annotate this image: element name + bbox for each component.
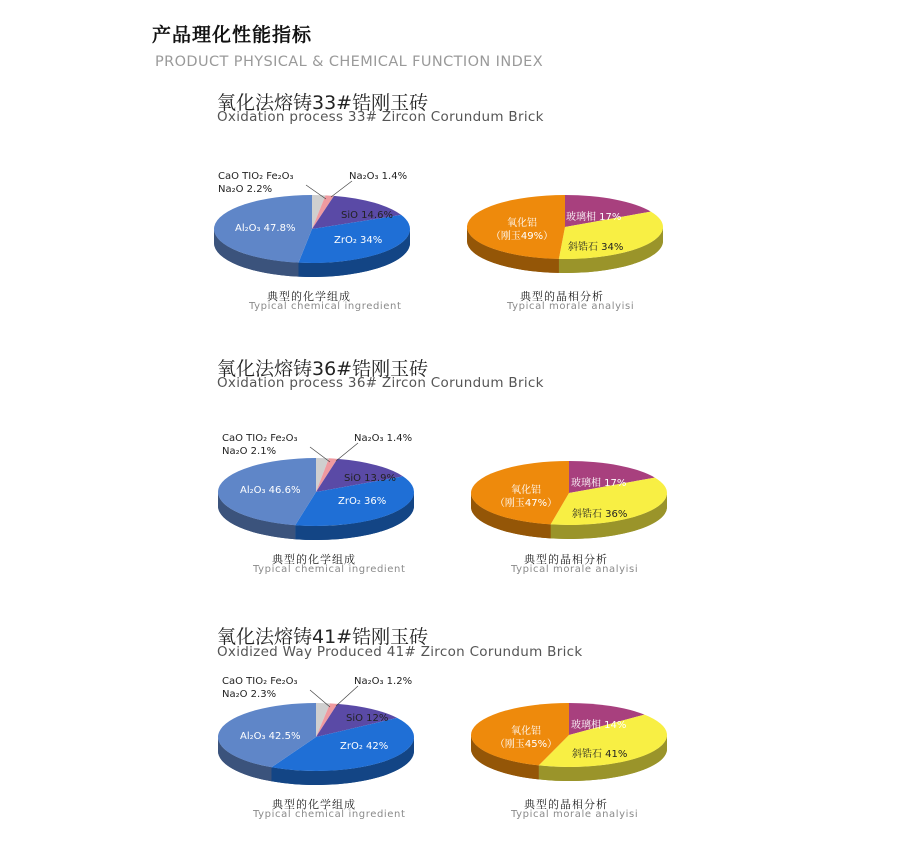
phase-caption-cn: 典型的晶相分析 xyxy=(524,798,608,811)
phase-caption-en: Typical morale analyisi xyxy=(511,809,639,820)
phase-caption-cn: 典型的晶相分析 xyxy=(524,553,608,566)
chem-label-na2o3: Na₂O₃ 1.4% xyxy=(349,171,408,182)
chem-label-na2o: Na₂O 2.3% xyxy=(222,689,277,700)
chem-label-sio: SiO 14.6% xyxy=(341,210,393,221)
chem-caption-en: Typical chemical ingredient xyxy=(249,301,402,312)
section-title-cn: 氧化法熔铸41#锆刚玉砖 xyxy=(217,626,429,648)
page-subtitle: PRODUCT PHYSICAL & CHEMICAL FUNCTION INDEX xyxy=(155,54,544,70)
page-title: 产品理化性能指标 xyxy=(152,24,313,46)
section-title-en: Oxidation process 33# Zircon Corundum Brick xyxy=(217,109,544,125)
phase-label-alumina: 氧化铝 （刚玉49%） xyxy=(490,218,554,242)
chem-caption-cn: 典型的化学组成 xyxy=(272,553,356,566)
chem-label-sio: SiO 12% xyxy=(346,713,389,724)
chem-label-mix: CaO TIO₂ Fe₂O₃ xyxy=(218,171,294,182)
chem-label-zro2: ZrO₂ 34% xyxy=(334,235,383,246)
phase-caption-en: Typical morale analyisi xyxy=(511,564,639,575)
phase-label-baddeleyite: 斜锆石 41% xyxy=(572,749,628,760)
chem-label-al2o3: Al₂O₃ 46.6% xyxy=(240,485,301,496)
section-title-en: Oxidized Way Produced 41# Zircon Corundum Brick xyxy=(217,644,583,660)
phase-label-baddeleyite: 斜锆石 34% xyxy=(568,242,624,253)
chem-caption-cn: 典型的化学组成 xyxy=(267,290,351,303)
chem-label-na2o3: Na₂O₃ 1.2% xyxy=(354,676,413,687)
chem-caption-cn: 典型的化学组成 xyxy=(272,798,356,811)
chem-label-na2o: Na₂O 2.2% xyxy=(218,184,273,195)
chem-label-al2o3: Al₂O₃ 42.5% xyxy=(240,731,301,742)
phase-label-baddeleyite: 斜锆石 36% xyxy=(572,509,628,520)
chem-label-mix: CaO TIO₂ Fe₂O₃ xyxy=(222,676,298,687)
chem-label-na2o: Na₂O 2.1% xyxy=(222,446,277,457)
phase-label-glass: 玻璃相 17% xyxy=(571,478,627,489)
phase-label-glass: 玻璃相 17% xyxy=(566,212,622,223)
phase-caption-en: Typical morale analyisi xyxy=(507,301,635,312)
chem-caption-en: Typical chemical ingredient xyxy=(253,809,406,820)
chem-label-sio: SiO 13.9% xyxy=(344,473,396,484)
phase-caption-cn: 典型的晶相分析 xyxy=(520,290,604,303)
chem-label-na2o3: Na₂O₃ 1.4% xyxy=(354,433,413,444)
chem-caption-en: Typical chemical ingredient xyxy=(253,564,406,575)
chem-label-mix: CaO TIO₂ Fe₂O₃ xyxy=(222,433,298,444)
phase-label-alumina: 氧化铝 （刚玉47%） xyxy=(494,485,558,509)
chem-label-zro2: ZrO₂ 36% xyxy=(338,496,387,507)
phase-label-glass: 玻璃相 14% xyxy=(571,720,627,731)
section-title-cn: 氧化法熔铸36#锆刚玉砖 xyxy=(217,358,429,380)
section-title-cn: 氧化法熔铸33#锆刚玉砖 xyxy=(217,92,429,114)
chem-label-zro2: ZrO₂ 42% xyxy=(340,741,389,752)
section-title-en: Oxidation process 36# Zircon Corundum Brick xyxy=(217,375,544,391)
phase-label-alumina: 氧化铝 （刚玉45%） xyxy=(494,726,558,750)
chem-label-al2o3: Al₂O₃ 47.8% xyxy=(235,223,296,234)
